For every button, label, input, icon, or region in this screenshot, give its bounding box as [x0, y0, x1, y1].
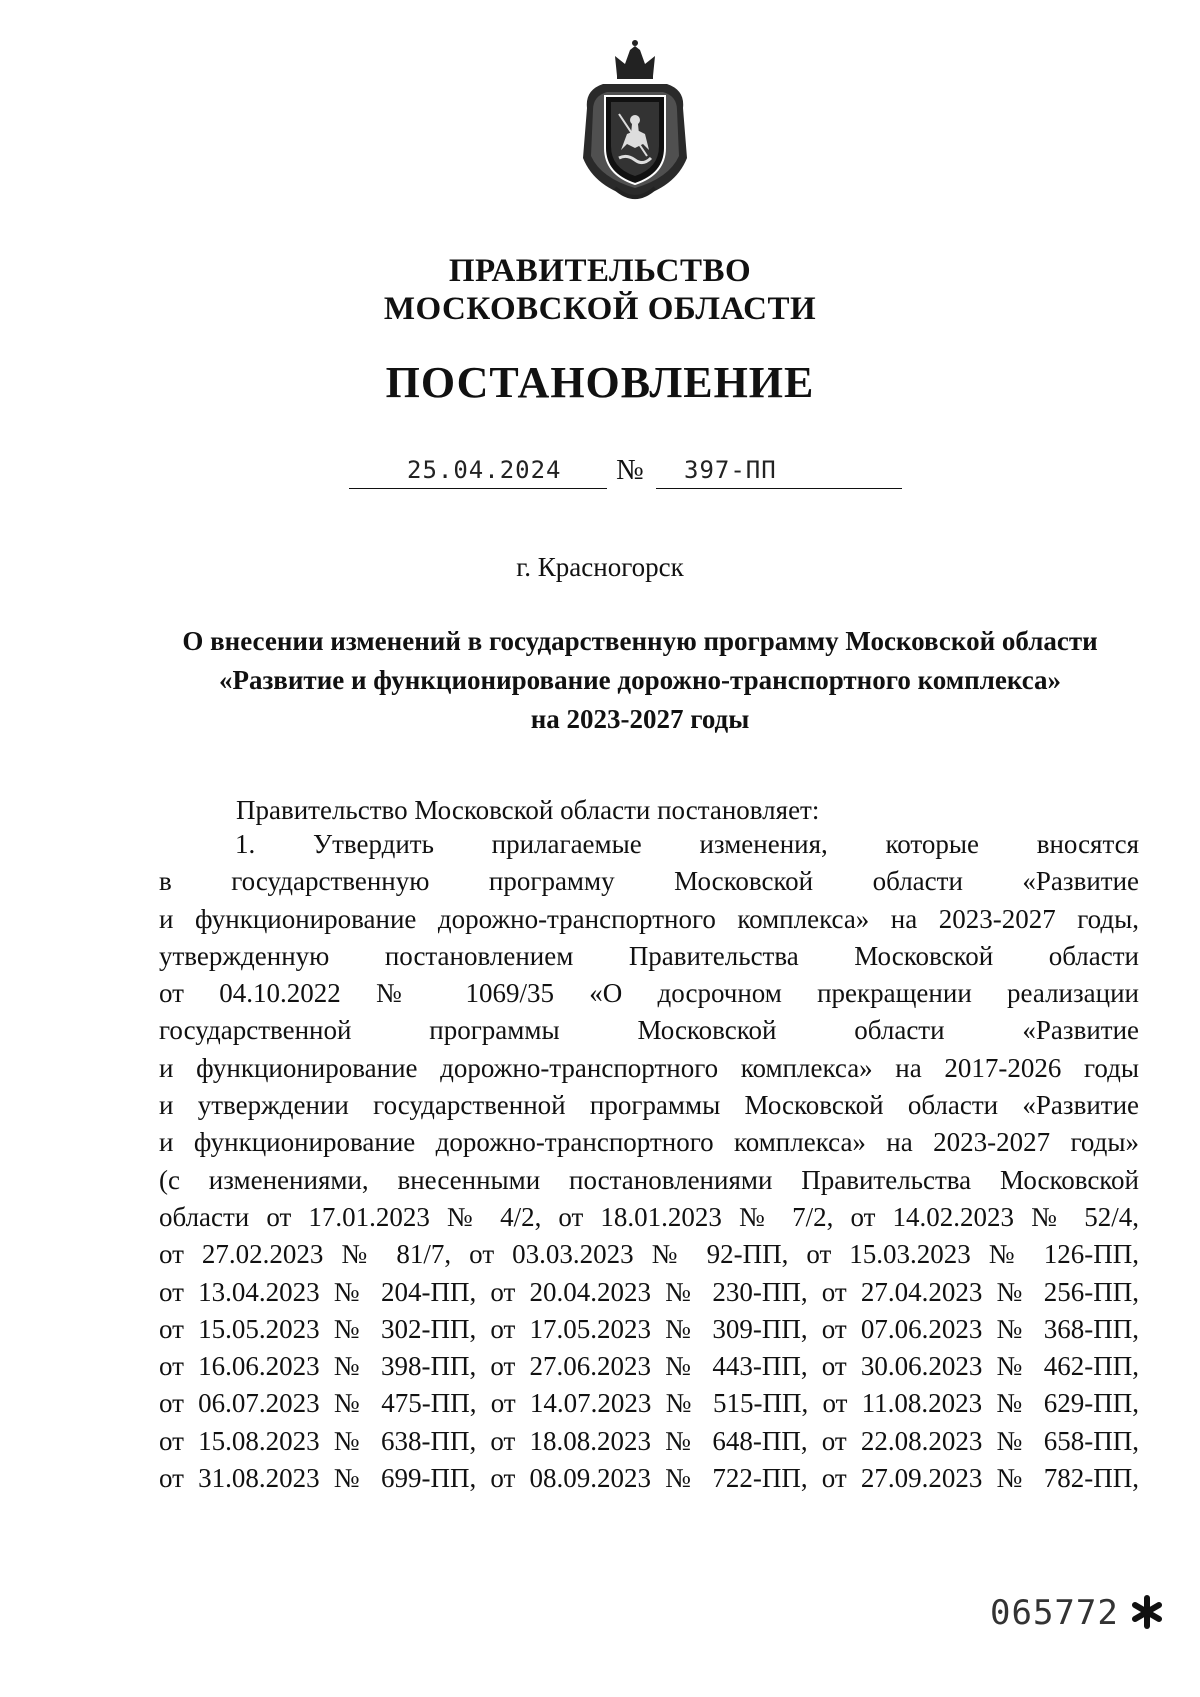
body-line: государственной программы Московской области «Развитие [159, 1015, 1139, 1046]
body-line: области от 17.01.2023 № 4/2, от 18.01.2023 № 7/2, от 14.02.2023 № 52/4, [159, 1201, 1139, 1232]
body-line: и утверждении государственной программы Московской области «Развитие [159, 1090, 1139, 1121]
body-line: от 27.02.2023 № 81/7, от 03.03.2023 № 92-ПП, от 15.03.2023 № 126-ПП, [159, 1239, 1139, 1270]
body-line: и функционирование дорожно-транспортного комплекса» на 2017-2026 годы [159, 1052, 1139, 1083]
registration-date: 25.04.2024 [407, 456, 562, 484]
body-line: от 13.04.2023 № 204-ПП, от 20.04.2023 № 230-ПП, от 27.04.2023 № 256-ПП, [159, 1276, 1139, 1307]
body-line: от 16.06.2023 № 398-ПП, от 27.06.2023 № 443-ПП, от 30.06.2023 № 462-ПП, [159, 1351, 1139, 1382]
coat-of-arms-icon [575, 38, 695, 208]
intro-paragraph: Правительство Московской области постановляет: [236, 795, 820, 825]
registration-number-field [656, 448, 902, 489]
body-line: от 15.05.2023 № 302-ПП, от 17.05.2023 № 309-ПП, от 07.06.2023 № 368-ПП, [159, 1313, 1139, 1344]
document-title [150, 622, 1130, 739]
body-line: и функционирование дорожно-транспортного комплекса» на 2023-2027 годы, [159, 903, 1139, 934]
org-name-line1: ПРАВИТЕЛЬСТВО [448, 253, 752, 289]
asterisk-icon [1127, 1592, 1167, 1632]
resolution-body [159, 826, 1139, 1497]
document-type: ПОСТАНОВЛЕНИЕ [385, 358, 815, 407]
body-line: от 31.08.2023 № 699-ПП, от 08.09.2023 № 722-ПП, от 27.09.2023 № 782-ПП, [159, 1463, 1139, 1494]
title-line: «Развитие и функционирование дорожно-транспортного комплекса» [218, 665, 1062, 695]
registration-number: 397-ПП [684, 456, 777, 484]
body-line: от 15.08.2023 № 638-ПП, от 18.08.2023 № 648-ПП, от 22.08.2023 № 658-ПП, [159, 1425, 1139, 1456]
body-line: утвержденную постановлением Правительства Московской области [159, 940, 1139, 971]
body-line: от 04.10.2022 № 1069/35 «О досрочном прекращении реализации [159, 978, 1139, 1009]
body-line: 1. Утвердить прилагаемые изменения, которые вносятся [235, 829, 1139, 859]
serial-number: 065772 [990, 1593, 1119, 1633]
body-line: в государственную программу Московской области «Развитие [159, 866, 1139, 897]
body-line: от 06.07.2023 № 475-ПП, от 14.07.2023 № 515-ПП, от 11.08.2023 № 629-ПП, [159, 1388, 1139, 1419]
org-name-line2: МОСКОВСКОЙ ОБЛАСТИ [383, 291, 817, 327]
title-line: на 2023-2027 годы [530, 704, 750, 734]
city-name: г. Красногорск [516, 552, 684, 582]
title-line: О внесении изменений в государственную программу Московской области [182, 626, 1098, 656]
body-line: и функционирование дорожно-транспортного комплекса» на 2023-2027 годы» [159, 1127, 1139, 1158]
registration-date-field [349, 448, 607, 489]
body-line: (с изменениями, внесенными постановлениями Правительства Московской [159, 1164, 1139, 1195]
number-sign: № [616, 454, 644, 486]
